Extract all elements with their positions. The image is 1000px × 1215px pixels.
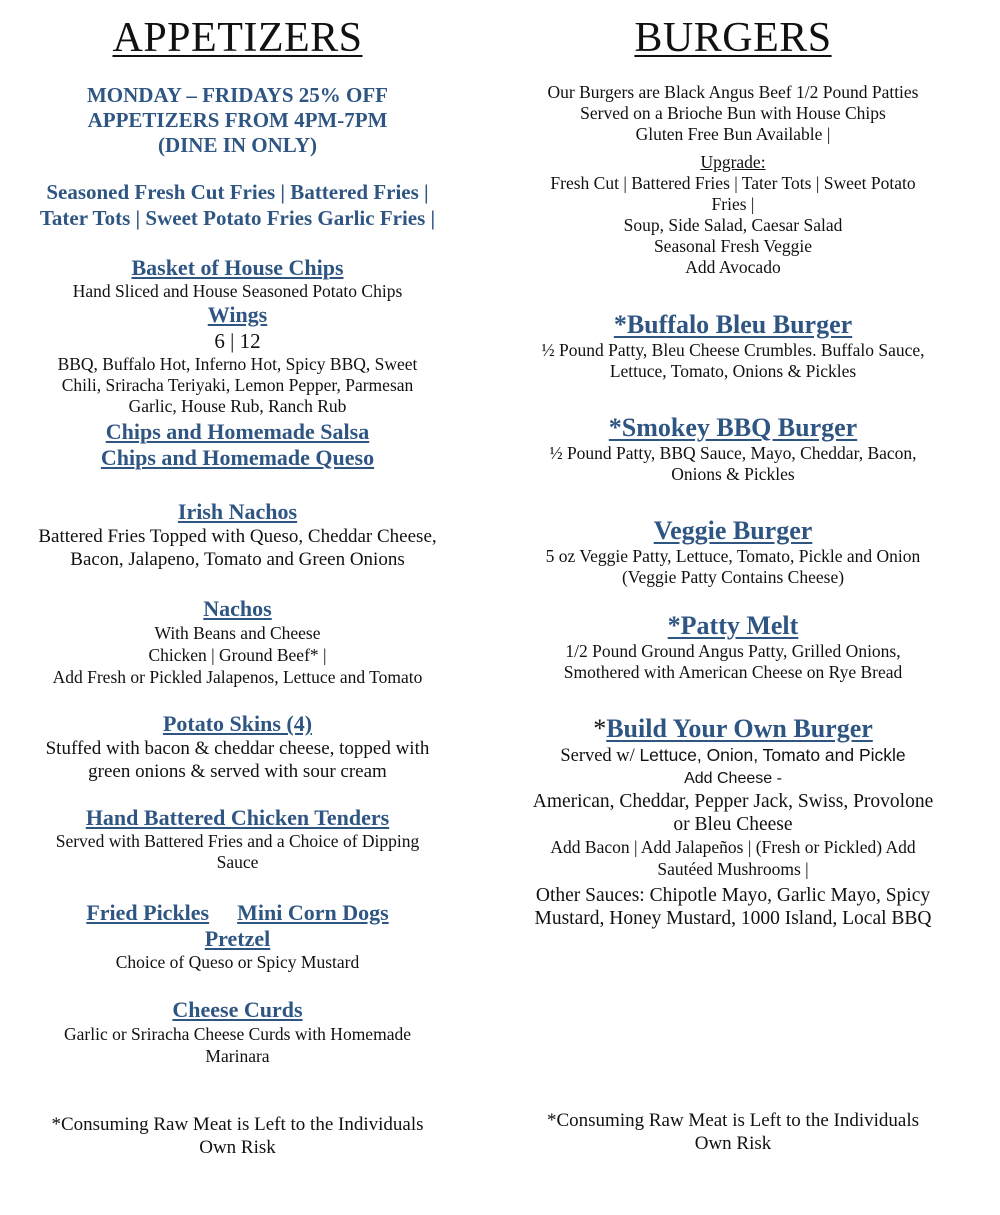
item-description: ½ Pound Patty, BBQ Sauce, Mayo, Cheddar, Bacon, [549,443,917,463]
item-description: Garlic or Sriracha Cheese Curds with Homemade [64,1024,411,1044]
disclaimer-line: *Consuming Raw Meat is Left to the Individuals [546,1110,920,1131]
byo-cheeses: or Bleu Cheese [673,814,793,835]
menu-item-cheese-curds [10,997,465,1067]
disclaimer-line: Own Risk [199,1137,276,1158]
item-description: 1/2 Pound Ground Angus Patty, Grilled Onions, [565,641,901,661]
item-description: ½ Pound Patty, Bleu Cheese Crumbles. Buffalo Sauce, [541,340,925,360]
item-description: Served with Battered Fries and a Choice of Dipping [55,831,420,851]
item-title-mini-corn-dogs: Mini Corn Dogs [237,900,389,925]
fries-line: Seasoned Fresh Cut Fries | Battered Fries | [46,180,429,204]
menu-item-chips-salsa-queso [10,419,465,471]
upgrade-line: Add Avocado [685,257,781,277]
appetizers-title: APPETIZERS [112,15,363,61]
promo-line: (DINE IN ONLY) [157,133,318,157]
item-title: Basket of House Chips [131,255,344,280]
menu-item-patty-melt [508,611,958,683]
upgrade-line: Soup, Side Salad, Caesar Salad [623,215,843,235]
menu-item-veggie-burger [508,516,958,588]
wing-sizes: 6 | 12 [214,329,261,353]
intro-line: Our Burgers are Black Angus Beef 1/2 Pound Patties [547,82,919,102]
item-description: 5 oz Veggie Patty, Lettuce, Tomato, Pickle and Onion [545,546,921,566]
item-title: *Patty Melt [667,611,799,640]
item-description: Garlic, House Rub, Ranch Rub [128,396,347,416]
item-description: Hand Sliced and House Seasoned Potato Chips [72,281,403,301]
item-description: green onions & served with sour cream [88,761,387,782]
item-description: Bacon, Jalapeno, Tomato and Green Onions [70,549,405,570]
item-title-queso: Chips and Homemade Queso [100,445,375,470]
item-description: Onions & Pickles [671,464,795,484]
item-title: Irish Nachos [177,499,298,524]
upgrade-options [508,152,958,278]
menu-item-house-chips [10,255,465,302]
byo-served-toppings: Lettuce, Onion, Tomato and Pickle [639,745,906,765]
item-description: Stuffed with bacon & cheddar cheese, topped with [45,738,430,759]
item-title-salsa: Chips and Homemade Salsa [105,419,370,444]
item-description: Lettuce, Tomato, Onions & Pickles [609,361,857,381]
byo-addons: Sautéed Mushrooms | [657,859,809,879]
item-title: Wings [207,302,268,327]
menu-item-buffalo-bleu-burger [508,310,958,382]
item-title-fried-pickles: Fried Pickles [86,900,210,925]
item-title: Nachos [203,596,272,621]
item-description: Marinara [205,1046,270,1066]
item-description: BBQ, Buffalo Hot, Inferno Hot, Spicy BBQ, Sweet [57,354,418,374]
upgrade-line: Fresh Cut | Battered Fries | Tater Tots | Sweet Potato [550,173,916,193]
disclaimer-line: *Consuming Raw Meat is Left to the Individuals [51,1114,424,1135]
item-title: Veggie Burger [653,516,813,545]
item-title: Build Your Own Burger [606,714,873,743]
intro-line: Served on a Brioche Bun with House Chips [580,103,886,123]
item-description: Smothered with American Cheese on Rye Bread [563,662,903,682]
burgers-title: BURGERS [634,15,832,61]
byo-sauces: Mustard, Honey Mustard, 1000 Island, Local BBQ [534,908,932,929]
menu-item-chicken-tenders [10,805,465,873]
item-description: (Veggie Patty Contains Cheese) [621,567,845,587]
menu-item-nachos [10,596,465,688]
item-title: *Buffalo Bleu Burger [613,310,853,339]
byo-sauces: Other Sauces: Chipotle Mayo, Garlic Mayo, Spicy [535,885,931,906]
item-description: Sauce [216,852,259,872]
menu-item-irish-nachos [10,499,465,571]
item-title: Hand Battered Chicken Tenders [85,805,390,830]
promo-line: MONDAY – FRIDAYS 25% OFF [86,83,388,107]
item-title: Potato Skins (4) [162,711,313,736]
fries-line: Tater Tots | Sweet Potato Fries Garlic Fries | [39,206,436,230]
byo-cheeses: American, Cheddar, Pepper Jack, Swiss, Provolone [532,791,934,812]
raw-meat-disclaimer [10,1113,465,1159]
item-title-pretzel: Pretzel [204,926,271,951]
byo-addons: Add Bacon | Add Jalapeños | (Fresh or Pickled) Add [550,837,916,857]
item-description: Chicken | Ground Beef* | [148,645,327,665]
menu-item-wings [10,302,465,417]
byo-star: * [593,714,607,743]
menu-item-build-your-own-burger [508,714,958,930]
fries-options [10,179,465,231]
menu-item-potato-skins [10,711,465,783]
item-title: Cheese Curds [172,997,303,1022]
burger-intro [508,82,958,145]
byo-served-prefix: Served w/ [560,746,640,766]
menu-item-fried-pickles-corn-dogs-pretzel [10,900,465,973]
item-description: Chili, Sriracha Teriyaki, Lemon Pepper, Parmesan [61,375,414,395]
promo-line: APPETIZERS FROM 4PM-7PM [87,108,388,132]
happy-hour-promo [10,83,465,158]
item-title: *Smokey BBQ Burger [608,413,858,442]
intro-line: Gluten Free Bun Available | [635,124,831,144]
byo-cheese-label: Add Cheese - [684,770,782,787]
raw-meat-disclaimer [508,1109,958,1155]
disclaimer-line: Own Risk [694,1133,772,1154]
item-description: With Beans and Cheese [154,623,321,643]
upgrade-line: Seasonal Fresh Veggie [653,236,813,256]
item-description: Battered Fries Topped with Queso, Cheddar Cheese, [38,526,437,547]
upgrade-label: Upgrade: [700,152,766,172]
upgrade-line: Fries | [711,194,755,214]
item-description: Add Fresh or Pickled Jalapenos, Lettuce and Tomato [52,667,423,687]
menu-item-smokey-bbq-burger [508,413,958,485]
item-description: Choice of Queso or Spicy Mustard [115,952,360,972]
